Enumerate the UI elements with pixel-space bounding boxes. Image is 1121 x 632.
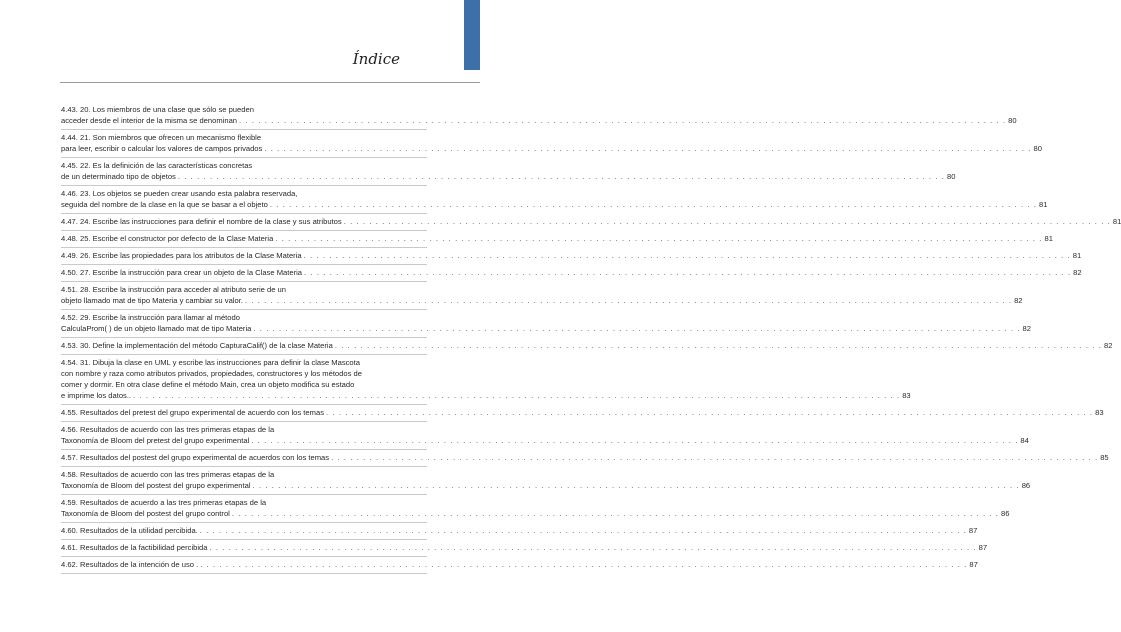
toc-entry-text: 4.51. 28. Escribe la instrucción para acceder al atributo serie de un — [61, 285, 286, 294]
dot-leader: . . . . . . . . . . . . . . . . . . . . . . . . . . . . . . . . . . . . . . . . . . . . . . . . . . . . . . . . . . . . . . . . . . . . . . . . . . . . . . . . . . . . . . . . . . . . . . . . . . . . . . . . . . . . . . . . . . . . . . . . — [231, 509, 999, 518]
toc-entry-last-line — [61, 143, 1042, 154]
toc-entry-text: objeto llamado mat de tipo Materia y cambiar su valor. — [61, 296, 243, 305]
toc-page-number: 83 — [1095, 408, 1104, 417]
toc-entry[interactable] — [61, 248, 1082, 265]
toc-entry-text: 4.45. 22. Es la definición de las características concretas — [61, 161, 253, 170]
toc-page-number: 81 — [1039, 200, 1048, 209]
toc-entry-text: 4.47. 24. Escribe las instrucciones para definir el nombre de la clase y sus atributos — [61, 217, 342, 226]
toc-entry[interactable] — [61, 540, 988, 557]
toc-entry[interactable] — [61, 158, 956, 186]
toc-entry[interactable] — [61, 355, 911, 405]
toc-page-number: 84 — [1020, 436, 1029, 445]
toc-entry-last-line — [61, 508, 1010, 519]
toc-entry[interactable] — [61, 338, 1113, 355]
toc-entry[interactable] — [61, 467, 1031, 495]
toc-page-number: 83 — [902, 391, 911, 400]
toc-entry-text: 4.52. 29. Escribe la instrucción para llamar al método — [61, 313, 240, 322]
toc-entry-text: 4.59. Resultados de acuerdo a las tres primeras etapas de la — [61, 498, 267, 507]
dot-leader: . . . . . . . . . . . . . . . . . . . . . . . . . . . . . . . . . . . . . . . . . . . . . . . . . . . . . . . . . . . . . . . . . . . . . . . . . . . . . . . . . . . . . . . . . . . . . . . . . . . . . . . . . . . . . . . . . . . . . . . . — [269, 200, 1037, 209]
toc-entry-text: 4.44. 21. Son miembros que ofrecen un mecanismo flexible — [61, 133, 262, 142]
dot-leader: . . . . . . . . . . . . . . . . . . . . . . . . . . . . . . . . . . . . . . . . . . . . . . . . . . . . . . . . . . . . . . . . . . . . . . . . . . . . . . . . . . . . . . . . . . . . . . . . . . . . . . . . . . . . . . . . . . . . . . . . — [209, 543, 977, 552]
toc-page-number: 80 — [1033, 144, 1042, 153]
toc-entry-last-line — [61, 407, 1104, 418]
chapter-tab — [464, 0, 480, 70]
toc-entry-last-line — [61, 295, 1023, 306]
toc-entry-text: 4.43. 20. Los miembros de una clase que sólo se pueden — [61, 105, 254, 114]
toc-entry-last-line — [61, 115, 1017, 126]
toc-entry-last-line — [61, 199, 1048, 210]
toc-page-number: 82 — [1073, 268, 1082, 277]
dot-leader: . . . . . . . . . . . . . . . . . . . . . . . . . . . . . . . . . . . . . . . . . . . . . . . . . . . . . . . . . . . . . . . . . . . . . . . . . . . . . . . . . . . . . . . . . . . . . . . . . . . . . . . . . . . . . . . . . . . . . . . . — [304, 268, 1072, 277]
toc-entry[interactable] — [61, 450, 1109, 467]
toc-entry-text: Taxonomía de Bloom del pretest del grupo experimental — [61, 436, 250, 445]
toc-entry[interactable] — [61, 130, 1042, 158]
toc-entry-text: 4.54. 31. Dibuja la clase en UML y escribe las instrucciones para definir la clase Mascota — [61, 358, 360, 367]
toc-page-number: 87 — [969, 560, 978, 569]
toc-entry-text: 4.48. 25. Escribe el constructor por defecto de la Clase Materia — [61, 234, 274, 243]
toc-entry[interactable] — [61, 282, 1023, 310]
toc-entry[interactable] — [61, 557, 978, 574]
toc-entry-text: para leer, escribir o calcular los valores de campos privados — [61, 144, 263, 153]
toc-entry-last-line — [61, 480, 1031, 491]
toc-page-number: 85 — [1100, 453, 1109, 462]
dot-leader: . . . . . . . . . . . . . . . . . . . . . . . . . . . . . . . . . . . . . . . . . . . . . . . . . . . . . . . . . . . . . . . . . . . . . . . . . . . . . . . . . . . . . . . . . . . . . . . . . . . . . . . . . . . . . . . . . . . . . . . . — [199, 526, 967, 535]
toc-entry[interactable] — [61, 186, 1048, 214]
toc-page-number: 82 — [1103, 341, 1113, 350]
dot-leader: . . . . . . . . . . . . . . . . . . . . . . . . . . . . . . . . . . . . . . . . . . . . . . . . . . . . . . . . . . . . . . . . . . . . . . . . . . . . . . . . . . . . . . . . . . . . . . . . . . . . . . . . . . . . . . . . . . . . . . . . — [334, 341, 1102, 350]
toc-entry-last-line — [61, 216, 1121, 227]
dot-leader: . . . . . . . . . . . . . . . . . . . . . . . . . . . . . . . . . . . . . . . . . . . . . . . . . . . . . . . . . . . . . . . . . . . . . . . . . . . . . . . . . . . . . . . . . . . . . . . . . . . . . . . . . . . . . . . . . . . . . . . . — [200, 560, 968, 569]
toc-page-number: 81 — [1072, 251, 1082, 260]
toc-entry-last-line — [61, 390, 911, 401]
dot-leader: . . . . . . . . . . . . . . . . . . . . . . . . . . . . . . . . . . . . . . . . . . . . . . . . . . . . . . . . . . . . . . . . . . . . . . . . . . . . . . . . . . . . . . . . . . . . . . . . . . . . . . . . . . . . . . . . . . . . . . . . — [264, 144, 1032, 153]
toc-entry-text: Taxonomía de Bloom del postest del grupo control — [61, 509, 230, 518]
toc-page-number: 87 — [968, 526, 978, 535]
toc-entry-text: con nombre y raza como atributos privados, propiedades, constructores y los métodos de — [61, 369, 362, 378]
dot-leader: . . . . . . . . . . . . . . . . . . . . . . . . . . . . . . . . . . . . . . . . . . . . . . . . . . . . . . . . . . . . . . . . . . . . . . . . . . . . . . . . . . . . . . . . . . . . . . . . . . . . . . . . . . . . . . . . . . . . . . . . — [331, 453, 1099, 462]
toc-entry-text: 4.62. Resultados de la intención de uso . — [61, 560, 199, 569]
toc-entry-text: 4.56. Resultados de acuerdo con las tres primeras etapas de la — [61, 425, 275, 434]
toc-entry-last-line — [61, 542, 988, 553]
toc-page-number: 81 — [1044, 234, 1053, 243]
toc-entry-text: de un determinado tipo de objetos — [61, 172, 176, 181]
toc-entry-last-line — [61, 250, 1082, 261]
toc-entry-text: 4.49. 26. Escribe las propiedades para los atributos de la Clase Materia — [61, 251, 302, 260]
toc-entry-text: 4.61. Resultados de la factibilidad percibida — [61, 543, 208, 552]
dot-leader: . . . . . . . . . . . . . . . . . . . . . . . . . . . . . . . . . . . . . . . . . . . . . . . . . . . . . . . . . . . . . . . . . . . . . . . . . . . . . . . . . . . . . . . . . . . . . . . . . . . . . . . . . . . . . . . . . . . . . . . . — [244, 296, 1013, 305]
toc-entry-text: 4.53. 30. Define la implementación del método CapturaCalif() de la clase Materia — [61, 341, 333, 350]
toc-entry-last-line — [61, 323, 1031, 334]
toc-entry-last-line — [61, 452, 1109, 463]
toc-entry-last-line — [61, 267, 1082, 278]
toc-page-number: 86 — [1021, 481, 1031, 490]
toc-entry-last-line — [61, 435, 1029, 446]
toc-entry[interactable] — [61, 405, 1104, 422]
dot-leader: . . . . . . . . . . . . . . . . . . . . . . . . . . . . . . . . . . . . . . . . . . . . . . . . . . . . . . . . . . . . . . . . . . . . . . . . . . . . . . . . . . . . . . . . . . . . . . . . . . . . . . . . . . . . . . . . . . . . . . . . — [252, 481, 1020, 490]
toc-entry-text: 4.60. Resultados de la utilidad percibida. — [61, 526, 198, 535]
toc-entry[interactable] — [61, 422, 1029, 450]
toc-entry-last-line — [61, 171, 956, 182]
toc-entry-text: CalculaProm( ) de un objeto llamado mat de tipo Materia — [61, 324, 252, 333]
page-title: Índice — [352, 50, 400, 68]
toc-page-number: 80 — [946, 172, 956, 181]
toc-entry-text: e imprime los datos.. — [61, 391, 132, 400]
dot-leader: . . . . . . . . . . . . . . . . . . . . . . . . . . . . . . . . . . . . . . . . . . . . . . . . . . . . . . . . . . . . . . . . . . . . . . . . . . . . . . . . . . . . . . . . . . . . . . . . . . . . . . . . . . . . . . . . . . . . . . . . — [239, 116, 1007, 125]
toc-entry[interactable] — [61, 310, 1031, 338]
toc-entry[interactable] — [61, 214, 1121, 231]
toc-entry-text: acceder desde el interior de la misma se denominan — [61, 116, 238, 125]
toc-entry[interactable] — [61, 102, 1017, 130]
toc-list — [61, 102, 1121, 574]
toc-entry-text: 4.55. Resultados del pretest del grupo experimental de acuerdo con los temas — [61, 408, 324, 417]
toc-entry[interactable] — [61, 265, 1082, 282]
dot-leader: . . . . . . . . . . . . . . . . . . . . . . . . . . . . . . . . . . . . . . . . . . . . . . . . . . . . . . . . . . . . . . . . . . . . . . . . . . . . . . . . . . . . . . . . . . . . . . . . . . . . . . . . . . . . . . . . . . . . . . . . — [133, 391, 901, 400]
dot-leader: . . . . . . . . . . . . . . . . . . . . . . . . . . . . . . . . . . . . . . . . . . . . . . . . . . . . . . . . . . . . . . . . . . . . . . . . . . . . . . . . . . . . . . . . . . . . . . . . . . . . . . . . . . . . . . . . . . . . . . . . — [253, 324, 1021, 333]
toc-entry-text: comer y dormir. En otra clase define el método Main, crea un objeto modifica su estado — [61, 380, 355, 389]
toc-page-number: 82 — [1014, 296, 1023, 305]
toc-entry-text: seguida del nombre de la clase en la que se basar a el objeto — [61, 200, 268, 209]
toc-page-number: 80 — [1008, 116, 1017, 125]
toc-entry[interactable] — [61, 495, 1010, 523]
dot-leader: . . . . . . . . . . . . . . . . . . . . . . . . . . . . . . . . . . . . . . . . . . . . . . . . . . . . . . . . . . . . . . . . . . . . . . . . . . . . . . . . . . . . . . . . . . . . . . . . . . . . . . . . . . . . . . . . . . . . . . . . — [303, 251, 1071, 260]
toc-entry-last-line — [61, 340, 1113, 351]
toc-entry-text: 4.57. Resultados del postest del grupo experimental de acuerdos con los temas — [61, 453, 330, 462]
toc-entry-text: Taxonomía de Bloom del postest del grupo experimental — [61, 481, 251, 490]
toc-entry[interactable] — [61, 231, 1053, 248]
dot-leader: . . . . . . . . . . . . . . . . . . . . . . . . . . . . . . . . . . . . . . . . . . . . . . . . . . . . . . . . . . . . . . . . . . . . . . . . . . . . . . . . . . . . . . . . . . . . . . . . . . . . . . . . . . . . . . . . . . . . . . . . — [343, 217, 1111, 226]
header-rule — [60, 82, 480, 83]
toc-entry-text: 4.50. 27. Escribe la instrucción para crear un objeto de la Clase Materia — [61, 268, 303, 277]
toc-entry-last-line — [61, 525, 978, 536]
toc-page-number: 87 — [978, 543, 988, 552]
dot-leader: . . . . . . . . . . . . . . . . . . . . . . . . . . . . . . . . . . . . . . . . . . . . . . . . . . . . . . . . . . . . . . . . . . . . . . . . . . . . . . . . . . . . . . . . . . . . . . . . . . . . . . . . . . . . . . . . . . . . . . . . — [177, 172, 945, 181]
dot-leader: . . . . . . . . . . . . . . . . . . . . . . . . . . . . . . . . . . . . . . . . . . . . . . . . . . . . . . . . . . . . . . . . . . . . . . . . . . . . . . . . . . . . . . . . . . . . . . . . . . . . . . . . . . . . . . . . . . . . . . . . — [275, 234, 1043, 243]
toc-entry-last-line — [61, 559, 978, 570]
toc-page-number: 86 — [1001, 509, 1010, 518]
toc-entry-text: 4.58. Resultados de acuerdo con las tres primeras etapas de la — [61, 470, 275, 479]
toc-page-number: 82 — [1022, 324, 1031, 333]
dot-leader: . . . . . . . . . . . . . . . . . . . . . . . . . . . . . . . . . . . . . . . . . . . . . . . . . . . . . . . . . . . . . . . . . . . . . . . . . . . . . . . . . . . . . . . . . . . . . . . . . . . . . . . . . . . . . . . . . . . . . . . . — [326, 408, 1094, 417]
toc-entry-text: 4.46. 23. Los objetos se pueden crear usando esta palabra reservada, — [61, 189, 298, 198]
toc-page-number: 81 — [1112, 217, 1121, 226]
toc-entry[interactable] — [61, 523, 978, 540]
toc-entry-last-line — [61, 233, 1053, 244]
dot-leader: . . . . . . . . . . . . . . . . . . . . . . . . . . . . . . . . . . . . . . . . . . . . . . . . . . . . . . . . . . . . . . . . . . . . . . . . . . . . . . . . . . . . . . . . . . . . . . . . . . . . . . . . . . . . . . . . . . . . . . . . — [251, 436, 1019, 445]
